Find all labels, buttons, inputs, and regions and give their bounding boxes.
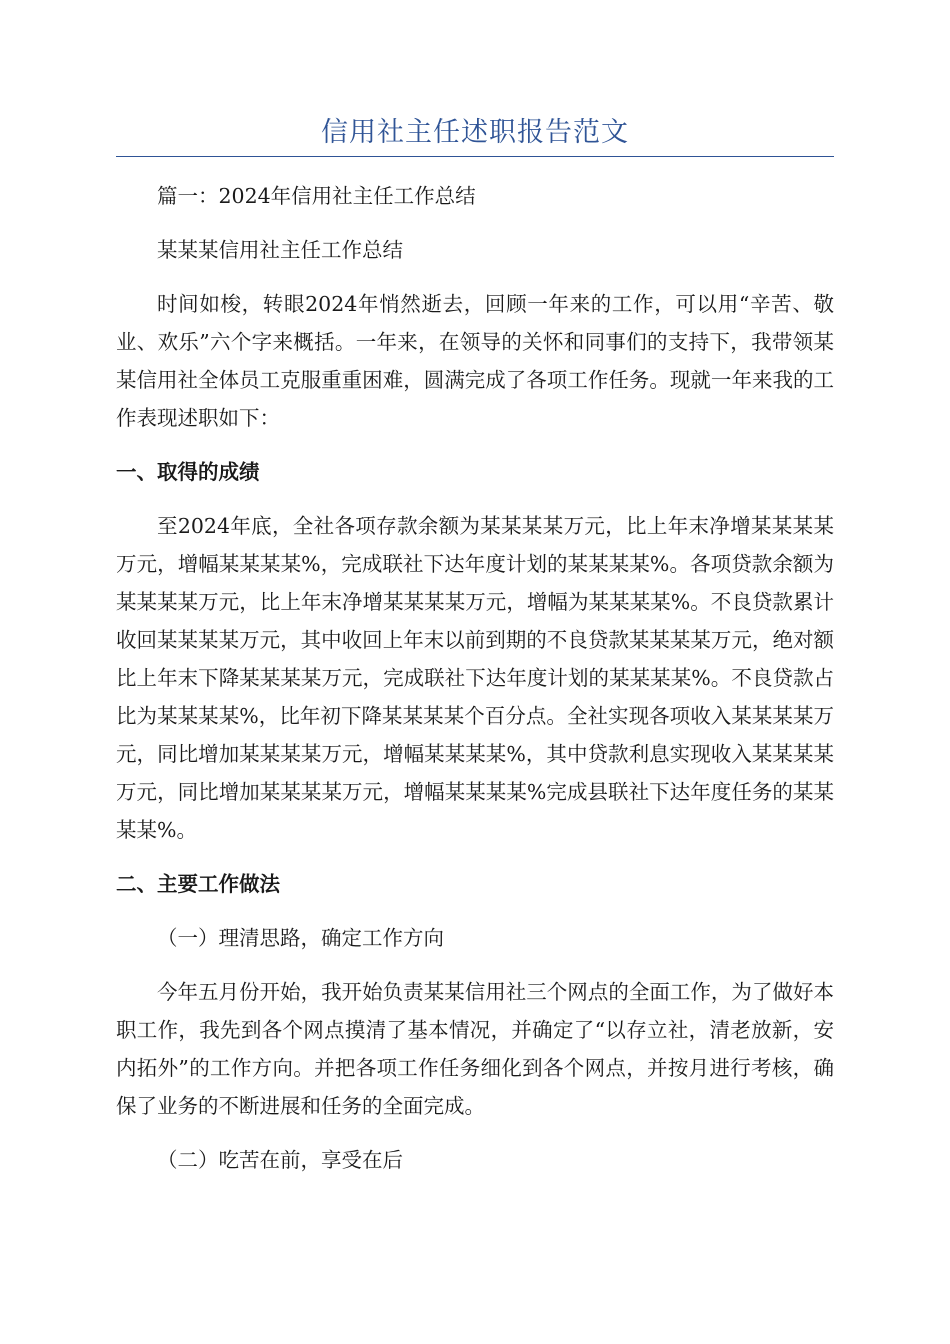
heading-achievements: 一、取得的成绩 — [116, 460, 260, 484]
intro-paragraph: 时间如梭，转眼2024年悄然逝去，回顾一年来的工作，可以用“辛苦、敬业、欢乐”六个字来概括。一年来，在领导的关怀和同事们的支持下，我带领某某信用社全体员工克服重重困难，圆满完成了各项工作任务。现就一年来我的工作表现述职如下： — [116, 292, 834, 430]
document-page — [116, 0, 834, 1179]
section-heading-part-one: 篇一：2024年信用社主任工作总结 — [157, 184, 476, 208]
subheading-clarify-direction: （一）理清思路，确定工作方向 — [157, 926, 444, 950]
achievements-paragraph: 至2024年底，全社各项存款余额为某某某某万元，比上年末净增某某某某万元，增幅某某某某%，完成联社下达年度计划的某某某某%。各项贷款余额为某某某某万元，比上年末净增某某某某万元，增幅为某某某某%。不良贷款累计收回某某某某万元，其中收回上年末以前到期的不良贷款某某某某万元，绝对额比上年末下降某某某某万元，完成联社下达年度计划的某某某某%。不良贷款占比为某某某某%，比年初下降某某某某个百分点。全社实现各项收入某某某某万元，同比增加某某某某万元，增幅某某某某%，其中贷款利息实现收入某某某某万元，同比增加某某某某万元，增幅某某某某%完成县联社下达年度任务的某某某某%。 — [116, 514, 834, 842]
title-underline — [116, 156, 834, 157]
heading-main-practices: 二、主要工作做法 — [116, 872, 280, 896]
subheading-hardship-first: （二）吃苦在前，享受在后 — [157, 1148, 403, 1172]
direction-paragraph: 今年五月份开始，我开始负责某某信用社三个网点的全面工作，为了做好本职工作，我先到各个网点摸清了基本情况，并确定了“以存立社，清老放新，安内拓外”的工作方向。并把各项工作任务细化到各个网点，并按月进行考核，确保了业务的不断进展和任务的全面完成。 — [116, 980, 834, 1118]
document-title: 信用社主任述职报告范文 — [321, 117, 629, 148]
subtitle-work-summary: 某某某信用社主任工作总结 — [157, 238, 403, 262]
